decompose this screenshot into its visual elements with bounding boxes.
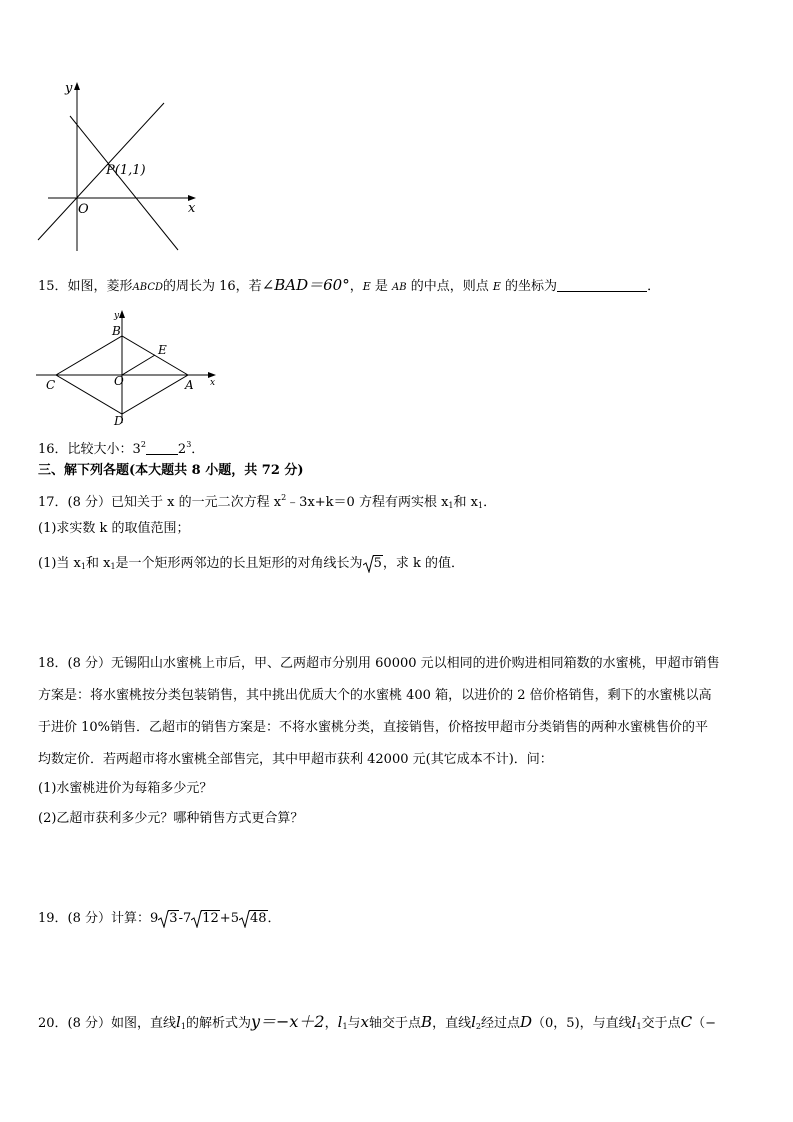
q17-text: 和 x (85, 556, 111, 571)
q18-line-4: 均数定价．若两超市将水蜜桃全部售完，其中甲超市获利 42000 元(其它成本不计)．问： (38, 752, 553, 767)
q20-subscript: 1 (342, 1022, 348, 1031)
point-e-label: E (158, 343, 167, 357)
q17-exponent: 2 (281, 493, 287, 502)
sqrt-radicand: 3 (169, 911, 178, 926)
question-20 (38, 1013, 716, 1036)
q19-end: ． (267, 911, 281, 926)
q15-text: 如图，菱形 (67, 279, 133, 294)
question-16 (38, 436, 204, 459)
q17-subscript: 1 (477, 501, 484, 510)
q20-subscript: 1 (180, 1022, 186, 1031)
q20-text: 与 (347, 1016, 361, 1031)
q19-text: +5 (219, 911, 239, 926)
q17-text: 17．(8 分）已知关于 x 的一元二次方程 x (38, 495, 282, 510)
q17-part-1: (1)求实数 k 的取值范围； (38, 521, 190, 536)
answer-blank[interactable] (557, 279, 647, 292)
q17-text: (1)当 x (38, 556, 81, 571)
q15-shape: ABCD (132, 282, 163, 293)
q20-text: ， (324, 1016, 338, 1031)
question-19 (38, 910, 281, 928)
q20-point-b: B (421, 1013, 433, 1031)
q19-text: -7 (178, 911, 192, 926)
q20-text: 的解析式为 (185, 1016, 251, 1031)
q18-line-2: 方案是：将水蜜桃按分类包装销售，其中挑出优质大个的水蜜桃 400 箱，以进价的 2 倍价格销售，剩下的水蜜桃以高 (38, 688, 712, 703)
q17-subscript: 1 (448, 501, 454, 510)
segment-oe (122, 355, 155, 375)
x-axis-label: x (188, 201, 196, 216)
sqrt-symbol (191, 910, 220, 928)
q15-text: 是 (370, 279, 393, 294)
figure-rhombus (30, 305, 230, 435)
q20-text: 轴交于点 (369, 1016, 422, 1031)
sqrt-radicand: 48 (249, 911, 267, 926)
y-axis-label: y (114, 311, 120, 321)
x-axis-label: x (210, 378, 216, 388)
q20-point-c: C (680, 1013, 693, 1031)
q16-text: 16．比较大小：3 (38, 442, 141, 457)
point-b-label: B (112, 324, 121, 338)
q17-text: 是一个矩形两邻边的长且矩形的对角线长为 (115, 556, 363, 571)
origin-label: O (114, 374, 124, 388)
q20-equation: y＝−x＋2 (250, 1012, 325, 1031)
question-15 (38, 276, 660, 297)
sqrt-radicand: 12 (202, 911, 219, 926)
y-axis-label: y (65, 81, 73, 96)
q16-exponent: 2 (140, 440, 146, 449)
q16-exponent: 3 (186, 440, 192, 449)
y-axis-arrow (119, 310, 125, 318)
q15-angle: ∠BAD＝60° (261, 276, 350, 294)
q15-text: 的周长为 16，若 (163, 279, 262, 294)
q15-segment-ab: AB (392, 282, 407, 293)
q20-line-l1: l (176, 1013, 181, 1031)
q15-end: ． (647, 279, 661, 294)
sqrt-symbol (363, 555, 383, 573)
q17-subscript: 1 (110, 562, 116, 571)
q20-line-l2: l (471, 1013, 476, 1031)
q19-text: 19．(8 分）计算：9 (38, 911, 159, 926)
q18-line-3: 于进价 10%销售．乙超市的销售方案是：不将水蜜桃分类，直接销售，价格按甲超市分类销售的两种水蜜桃售价的平 (38, 720, 709, 735)
q16-end: ． (191, 442, 205, 457)
q20-subscript: 1 (636, 1022, 642, 1031)
question-17 (38, 489, 496, 515)
q20-text: （− (692, 1016, 716, 1031)
answer-blank[interactable] (146, 442, 178, 455)
section-heading: 三、解下列各题(本大题共 8 小题，共 72 分) (38, 463, 304, 478)
q20-text: 交于点 (641, 1016, 681, 1031)
q15-point-e: E (362, 280, 371, 293)
q20-text: （0，5)，与直线 (532, 1016, 632, 1031)
q17-text: 和 x (453, 495, 478, 510)
figure-intersecting-lines (30, 78, 210, 258)
sqrt-symbol (239, 910, 268, 928)
q20-x-var: x (360, 1013, 370, 1031)
line-decreasing (70, 116, 178, 250)
q16-text: 2 (177, 442, 187, 457)
q17-text: ，求 k 的值． (382, 556, 464, 571)
y-axis-arrow (74, 82, 80, 90)
q18-part-2: (2)乙超市获利多少元？哪种销售方式更合算？ (38, 811, 304, 826)
point-a-label: A (185, 378, 194, 392)
sqrt-radicand: 5 (373, 556, 382, 571)
q20-text: ，直线 (432, 1016, 472, 1031)
q20-line-l1: l (631, 1013, 637, 1031)
point-d-label: D (114, 414, 124, 428)
q18-part-1: (1)水蜜桃进价为每箱多少元？ (38, 781, 213, 796)
sqrt-symbol (158, 910, 178, 928)
q20-text: 经过点 (480, 1016, 520, 1031)
q20-point-d: D (520, 1013, 533, 1031)
point-c-label: C (46, 378, 56, 392)
q15-point-e: E (492, 280, 501, 293)
q15-text: ， (349, 279, 363, 294)
q17-text: ． (483, 495, 497, 510)
q20-subscript: 2 (475, 1022, 481, 1031)
point-p-label: P(1,1) (106, 163, 146, 178)
q18-line-1: 18．(8 分）无锡阳山水蜜桃上市后，甲、乙两超市分别用 60000 元以相同的进价购进相同箱数的水蜜桃，甲超市销售 (38, 656, 720, 671)
q15-text: 的坐标为 (500, 279, 558, 294)
q17-part-2 (38, 555, 464, 576)
q17-text: ﹣3x+k＝0 方程有两实根 x (286, 495, 449, 510)
q20-line-l1: l (337, 1013, 343, 1031)
q17-subscript: 1 (80, 562, 86, 571)
q15-number: 15． (38, 279, 68, 294)
q15-text: 的中点，则点 (406, 279, 493, 294)
q20-text: 20．(8 分）如图，直线 (38, 1016, 177, 1031)
origin-label: O (78, 202, 89, 217)
